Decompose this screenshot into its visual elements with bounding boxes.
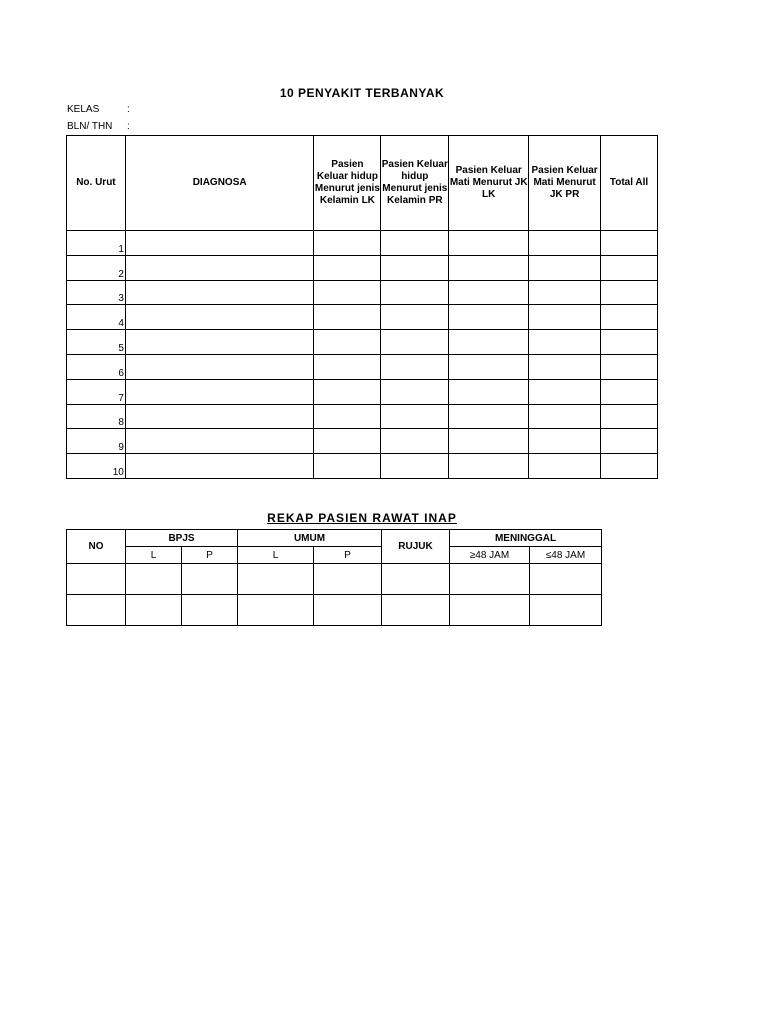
- cell: [381, 379, 449, 404]
- rekap-col-no: NO: [67, 530, 126, 564]
- cell: [529, 305, 601, 330]
- row-number: 6: [67, 354, 126, 379]
- cell: [530, 595, 602, 626]
- cell: [529, 280, 601, 305]
- rekap-meninggal-le48: ≤48 JAM: [530, 547, 602, 564]
- table-row: [67, 454, 658, 479]
- cell: [601, 404, 658, 429]
- table-row: [67, 595, 602, 626]
- cell: [382, 564, 450, 595]
- cell: [182, 564, 238, 595]
- cell: [529, 454, 601, 479]
- cell: [529, 255, 601, 280]
- table-row: [67, 429, 658, 454]
- table-row: [67, 305, 658, 330]
- cell: [601, 255, 658, 280]
- cell: [529, 354, 601, 379]
- table-row: [67, 379, 658, 404]
- cell: [601, 379, 658, 404]
- rekap-col-meninggal: MENINGGAL: [450, 530, 602, 547]
- row-number: 5: [67, 330, 126, 355]
- cell: [125, 354, 314, 379]
- blnthn-field: [67, 121, 130, 132]
- cell: [314, 354, 381, 379]
- col-no-urut: No. Urut: [67, 136, 126, 231]
- table-row: [67, 231, 658, 256]
- cell: [601, 354, 658, 379]
- cell: [381, 305, 449, 330]
- cell: [125, 231, 314, 256]
- rekap-umum-l: L: [238, 547, 314, 564]
- cell: [601, 231, 658, 256]
- cell: [314, 280, 381, 305]
- row-number: 8: [67, 404, 126, 429]
- kelas-colon: :: [127, 104, 130, 115]
- row-number: 4: [67, 305, 126, 330]
- cell: [67, 564, 126, 595]
- rekap-title: REKAP PASIEN RAWAT INAP: [267, 511, 457, 525]
- cell: [601, 305, 658, 330]
- cell: [125, 404, 314, 429]
- cell: [530, 564, 602, 595]
- cell: [529, 379, 601, 404]
- cell: [182, 595, 238, 626]
- rekap-meninggal-ge48: ≥48 JAM: [450, 547, 530, 564]
- cell: [314, 255, 381, 280]
- table-header-row: [67, 136, 658, 231]
- cell: [125, 454, 314, 479]
- row-number: 7: [67, 379, 126, 404]
- cell: [314, 330, 381, 355]
- cell: [381, 429, 449, 454]
- cell: [449, 305, 529, 330]
- row-number: 1: [67, 231, 126, 256]
- rekap-subheader-row: [67, 547, 602, 564]
- cell: [238, 595, 314, 626]
- row-number: 9: [67, 429, 126, 454]
- col-mati-pr: Pasien Keluar Mati Menurut JK PR: [529, 136, 601, 231]
- cell: [125, 379, 314, 404]
- cell: [381, 231, 449, 256]
- cell: [450, 564, 530, 595]
- cell: [125, 330, 314, 355]
- blnthn-colon: :: [127, 121, 130, 132]
- cell: [238, 564, 314, 595]
- cell: [449, 404, 529, 429]
- cell: [382, 595, 450, 626]
- col-hidup-lk: Pasien Keluar hidup Menurut jenis Kelamin LK: [314, 136, 381, 231]
- rekap-umum-p: P: [314, 547, 382, 564]
- cell: [449, 255, 529, 280]
- rekap-col-rujuk: RUJUK: [382, 530, 450, 564]
- cell: [529, 330, 601, 355]
- page-title: 10 PENYAKIT TERBANYAK: [279, 86, 445, 100]
- kelas-field: [67, 104, 130, 115]
- row-number: 3: [67, 280, 126, 305]
- cell: [314, 595, 382, 626]
- cell: [449, 379, 529, 404]
- row-number: 2: [67, 255, 126, 280]
- cell: [314, 454, 381, 479]
- table-row: [67, 564, 602, 595]
- cell: [381, 330, 449, 355]
- table-row: [67, 330, 658, 355]
- cell: [314, 231, 381, 256]
- rekap-col-bpjs: BPJS: [126, 530, 238, 547]
- cell: [601, 429, 658, 454]
- rekap-bpjs-l: L: [126, 547, 182, 564]
- rekap-header-row: [67, 530, 602, 547]
- rekap-bpjs-p: P: [182, 547, 238, 564]
- table-row: [67, 280, 658, 305]
- col-total-all: Total All: [601, 136, 658, 231]
- cell: [67, 595, 126, 626]
- row-number: 10: [67, 454, 126, 479]
- cell: [529, 404, 601, 429]
- cell: [125, 280, 314, 305]
- cell: [381, 255, 449, 280]
- kelas-label: KELAS: [67, 104, 100, 115]
- cell: [381, 454, 449, 479]
- col-mati-lk: Pasien Keluar Mati Menurut JK LK: [449, 136, 529, 231]
- cell: [125, 429, 314, 454]
- cell: [601, 454, 658, 479]
- cell: [449, 454, 529, 479]
- cell: [450, 595, 530, 626]
- col-diagnosa: DIAGNOSA: [125, 136, 314, 231]
- cell: [449, 429, 529, 454]
- table-row: [67, 255, 658, 280]
- cell: [529, 429, 601, 454]
- cell: [381, 280, 449, 305]
- cell: [314, 379, 381, 404]
- rekap-table: [66, 529, 602, 626]
- rekap-col-umum: UMUM: [238, 530, 382, 547]
- cell: [449, 354, 529, 379]
- cell: [125, 305, 314, 330]
- table-row: [67, 404, 658, 429]
- cell: [529, 231, 601, 256]
- col-hidup-pr: Pasien Keluar hidup Menurut jenis Kelamin PR: [381, 136, 449, 231]
- cell: [381, 354, 449, 379]
- cell: [314, 404, 381, 429]
- cell: [449, 231, 529, 256]
- table-row: [67, 354, 658, 379]
- cell: [314, 564, 382, 595]
- cell: [449, 280, 529, 305]
- cell: [601, 280, 658, 305]
- cell: [314, 429, 381, 454]
- cell: [125, 255, 314, 280]
- cell: [314, 305, 381, 330]
- cell: [449, 330, 529, 355]
- cell: [601, 330, 658, 355]
- blnthn-label: BLN/ THN: [67, 121, 113, 132]
- cell: [126, 595, 182, 626]
- cell: [381, 404, 449, 429]
- cell: [126, 564, 182, 595]
- top-diseases-table: [66, 135, 658, 479]
